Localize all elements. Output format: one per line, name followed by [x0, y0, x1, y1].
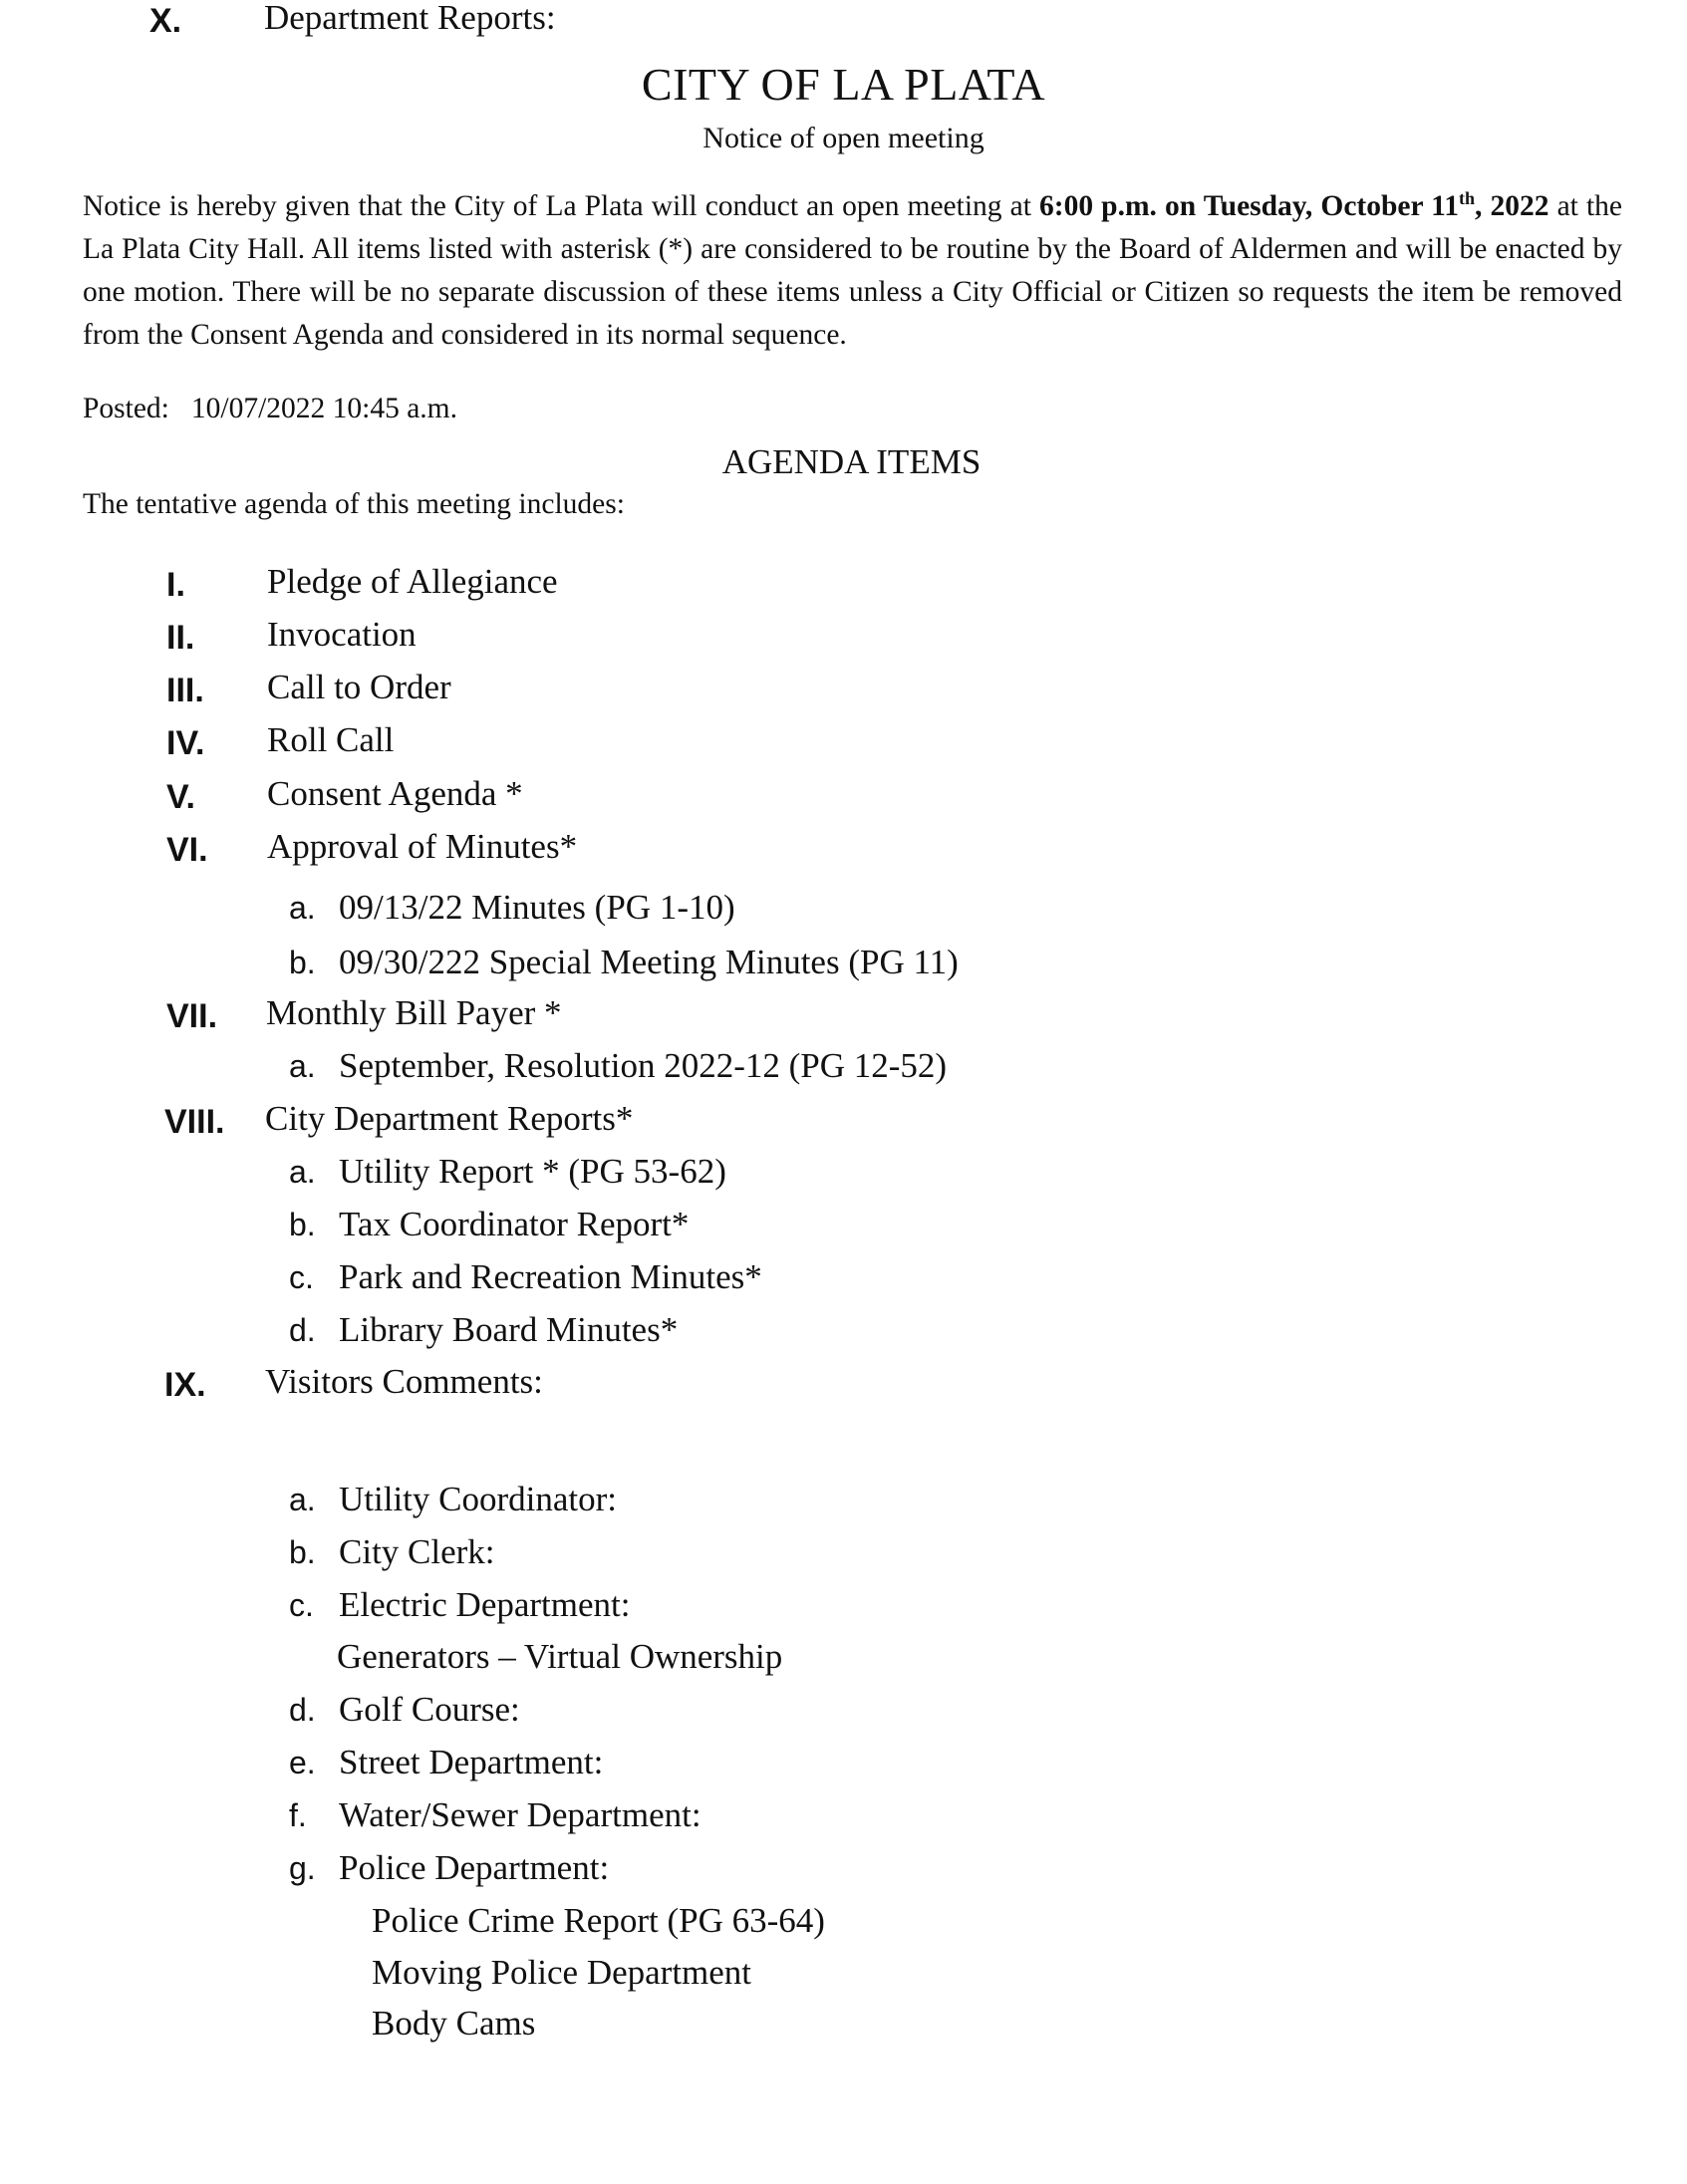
agenda-subitem-letter: c.: [289, 1259, 314, 1295]
notice-date-suffix: th: [1459, 188, 1476, 209]
agenda-item-number: X.: [149, 2, 182, 40]
agenda-subitem-letter: a.: [289, 890, 316, 926]
agenda-item-number: IX.: [164, 1366, 206, 1404]
agenda-subitem-letter: a.: [289, 1048, 316, 1084]
agenda-item-text: Invocation: [267, 615, 417, 654]
agenda-subitem-letter: a.: [289, 1154, 316, 1190]
agenda-item-number: IV.: [166, 724, 205, 762]
agenda-subitem-text: Utility Report * (PG 53-62): [339, 1152, 726, 1191]
agenda-subitem-detail: Police Crime Report (PG 63-64): [372, 1901, 825, 1940]
agenda-subitem-letter: d.: [289, 1312, 316, 1348]
agenda-subitem-text: Library Board Minutes*: [339, 1310, 679, 1349]
agenda-intro: The tentative agenda of this meeting includes:: [83, 488, 625, 520]
agenda-item-text: Approval of Minutes*: [267, 827, 578, 866]
agenda-subitem-text: Golf Course:: [339, 1690, 520, 1729]
agenda-subitem-letter: c.: [289, 1587, 314, 1623]
agenda-item-text: Department Reports:: [264, 0, 556, 37]
agenda-item-number: I.: [166, 566, 185, 604]
posted-timestamp: 10/07/2022 10:45 a.m.: [190, 393, 458, 424]
agenda-item-number: VI.: [166, 831, 208, 869]
agenda-subitem-text: 09/13/22 Minutes (PG 1-10): [339, 888, 735, 927]
notice-text-2: at the La Plata City Hall. All items listed with asterisk (*) are considered to be routine by the Board of Aldermen and will be enacted by one motion. There will be no separate discussion of these items unless a City Official or Citizen so requests the item be removed from the Consent Agenda and considered in its normal sequence.: [83, 190, 1622, 351]
agenda-item-number: VII.: [166, 997, 218, 1035]
agenda-subitem-letter: b.: [289, 1534, 316, 1570]
page-title: CITY OF LA PLATA: [641, 59, 1046, 110]
agenda-subitem-letter: f.: [289, 1797, 307, 1833]
agenda-subitem-detail: Generators – Virtual Ownership: [337, 1637, 783, 1676]
agenda-item-number: VIII.: [164, 1103, 225, 1141]
agenda-subitem-text: Electric Department:: [339, 1585, 631, 1624]
notice-paragraph: [83, 185, 1622, 357]
agenda-subitem-text: 09/30/222 Special Meeting Minutes (PG 11): [339, 943, 959, 981]
agenda-subitem-letter: a.: [289, 1482, 316, 1517]
agenda-subitem-letter: g.: [289, 1850, 316, 1886]
agenda-subitem-detail: Moving Police Department: [372, 1953, 752, 1992]
agenda-item-text: Roll Call: [267, 720, 395, 759]
posted-line: [83, 395, 457, 424]
agenda-subitem-letter: e.: [289, 1745, 316, 1780]
agenda-subitem-text: Park and Recreation Minutes*: [339, 1257, 762, 1296]
agenda-item-text: Pledge of Allegiance: [267, 562, 558, 601]
agenda-item-text: Consent Agenda *: [267, 774, 523, 813]
agenda-item-text: Visitors Comments:: [265, 1362, 543, 1401]
agenda-subitem-text: Street Department:: [339, 1743, 604, 1781]
agenda-subitem-text: Utility Coordinator:: [339, 1480, 618, 1518]
posted-label: Posted:: [83, 393, 169, 424]
agenda-subitem-text: September, Resolution 2022-12 (PG 12-52): [339, 1046, 948, 1085]
notice-year: 2022: [1490, 190, 1549, 222]
agenda-subitem-text: City Clerk:: [339, 1532, 495, 1571]
page-subtitle: Notice of open meeting: [703, 122, 984, 154]
agenda-item-text: City Department Reports*: [265, 1099, 634, 1138]
agenda-subitem-letter: d.: [289, 1692, 316, 1728]
agenda-heading: AGENDA ITEMS: [721, 442, 982, 481]
agenda-item-text: Call to Order: [267, 668, 451, 706]
notice-comma: ,: [1475, 190, 1483, 222]
agenda-subitem-text: Tax Coordinator Report*: [339, 1205, 690, 1243]
notice-time: 6:00 p.m. on Tuesday, October 11: [1039, 190, 1460, 222]
agenda-subitem-letter: b.: [289, 945, 316, 980]
agenda-item-number: V.: [166, 778, 196, 816]
agenda-subitem-text: Water/Sewer Department:: [339, 1795, 702, 1834]
agenda-item-number: III.: [166, 672, 204, 709]
agenda-subitem-text: Police Department:: [339, 1848, 610, 1887]
agenda-subitem-letter: b.: [289, 1207, 316, 1242]
notice-text-1: Notice is hereby given that the City of La Plata will conduct an open meeting at: [83, 190, 1040, 222]
agenda-subitem-detail: Body Cams: [372, 2004, 536, 2043]
agenda-item-text: Monthly Bill Payer *: [266, 993, 562, 1032]
agenda-item-number: II.: [166, 619, 195, 657]
